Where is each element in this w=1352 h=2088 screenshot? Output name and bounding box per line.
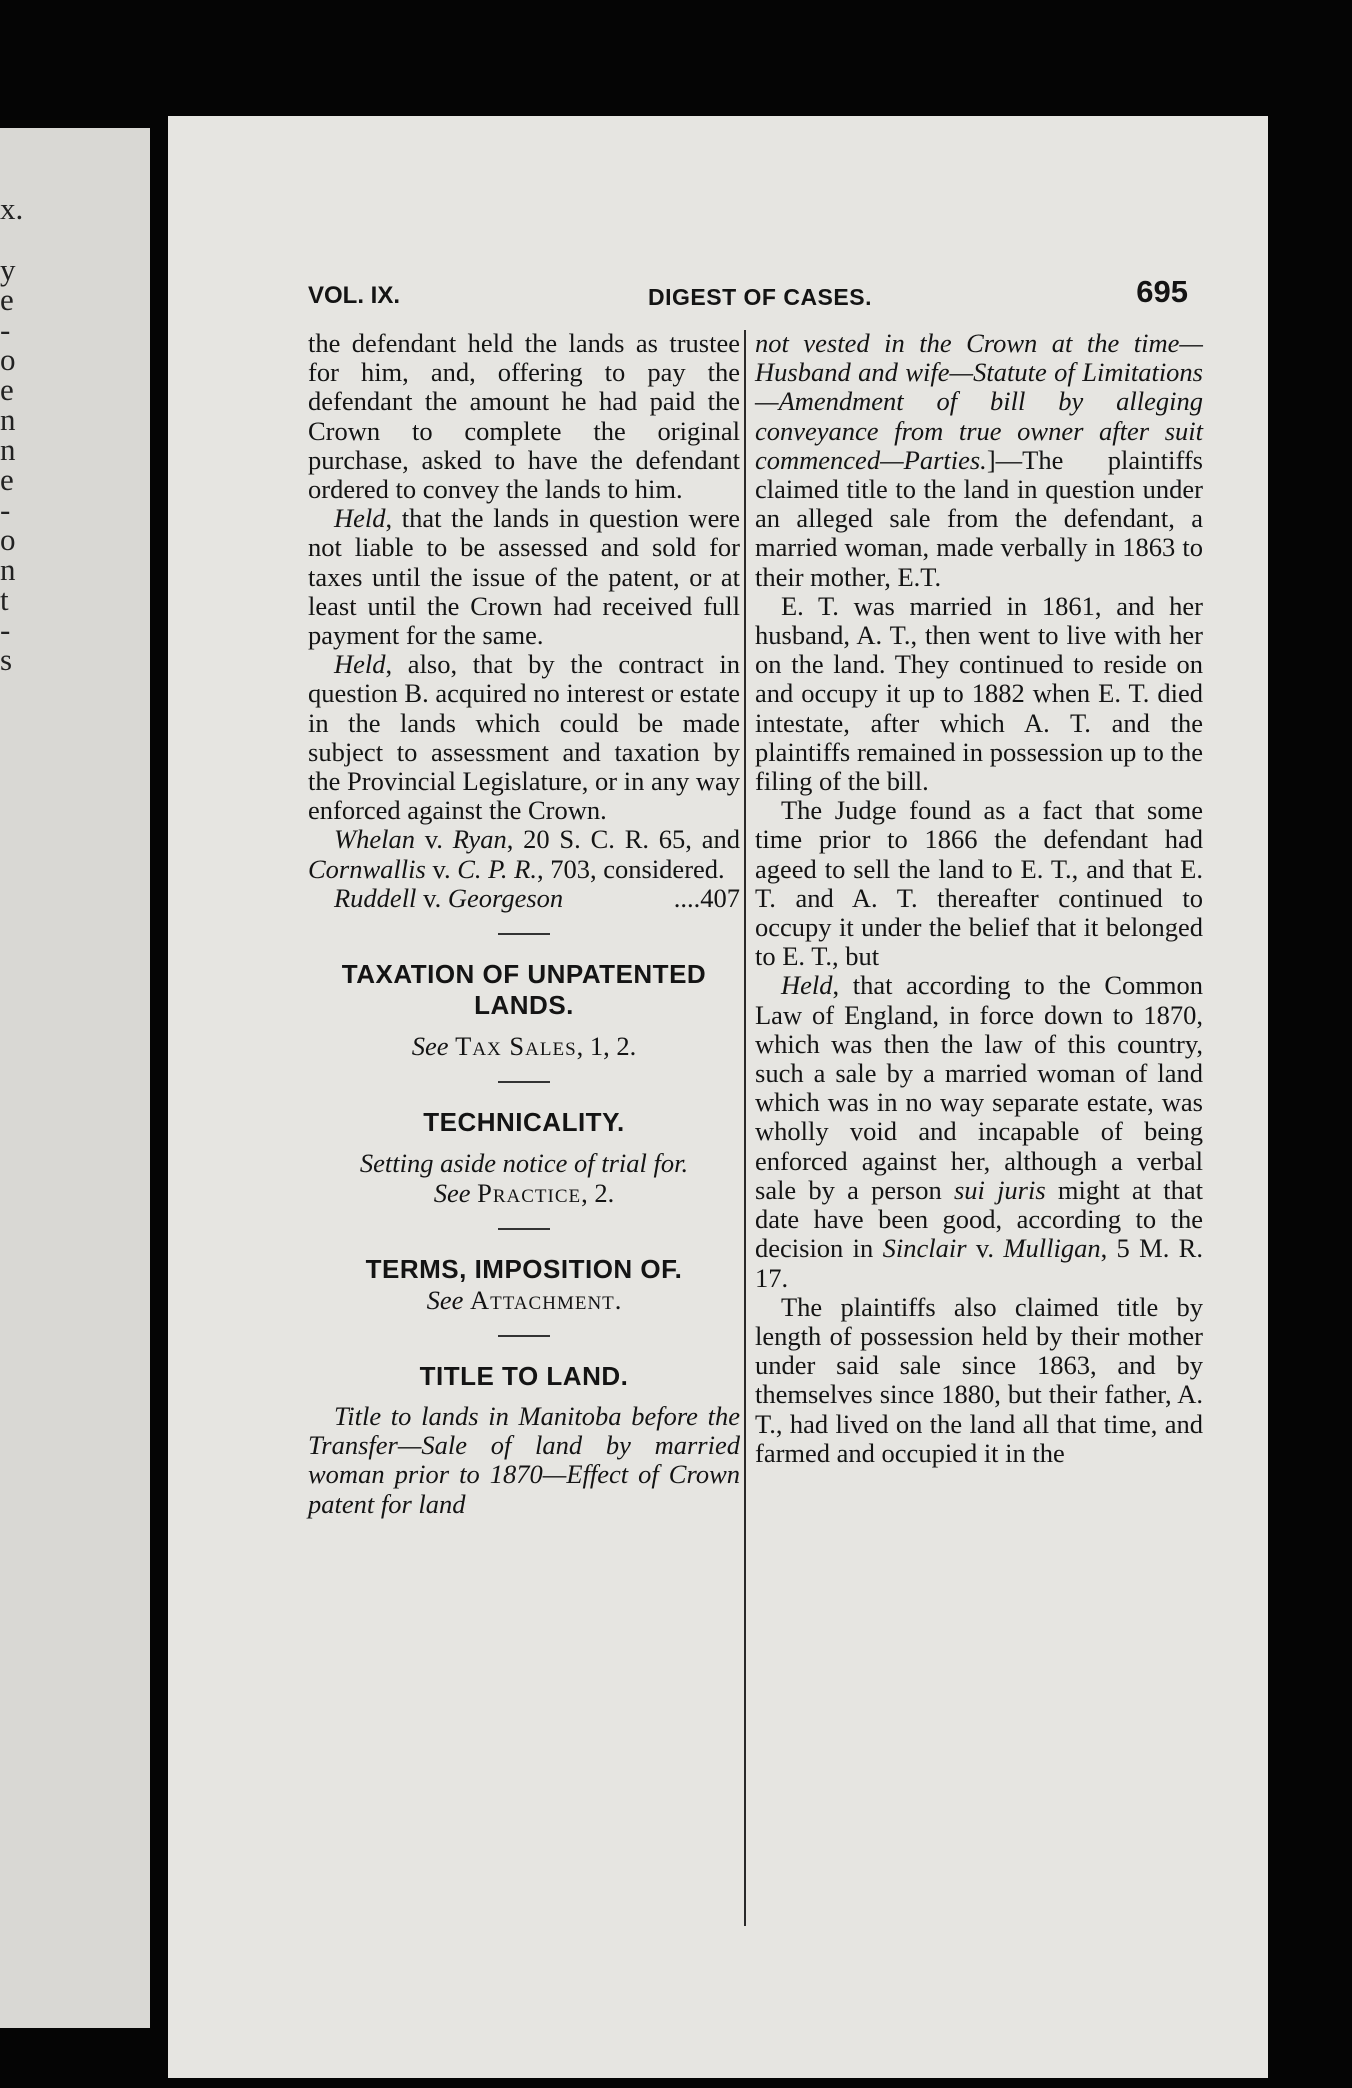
case-text: , 5 M. R. 17. [755,1233,1203,1293]
see-word: See [426,1285,464,1316]
case-name: Ruddell [334,882,417,913]
held-text: , that according to the Common Law of England, in force down to 1870, which was then the law of this country, such a sale by a married woman of land which was in no way separate estate, was wholly void and incapable of being enforced against her, although a verbal sale by a person [755,970,1203,1205]
paragraph-text: ]—The plaintiffs claimed title to the land in question under an alleged sale from the defendant, a married woman, made verbally in 1863 to their mother, E.T. [755,444,1203,592]
held-paragraph [308,650,740,825]
reference-title: Attachment [470,1285,615,1316]
held-text: might at that date have been good, according to the decision in [755,1174,1203,1264]
case-name: Cornwallis [308,853,426,884]
margin-char: o [0,522,16,557]
paragraph: The Judge found as a fact that some time prior to 1866 the defendant had ageed to sell the land to E. T., and that E. T. and A. T. thereafter continued to occupy it under the belief that it belonged to E. T., but [755,795,1203,972]
reference-title: Tax Sales [455,1031,577,1062]
case-name: Mulligan [1003,1233,1101,1264]
section-divider [498,933,550,935]
digest-page [168,116,1268,2078]
case-name: Sinclair [882,1233,967,1264]
citation-paragraph [308,825,740,883]
margin-char: s [0,642,13,677]
held-word: Held [334,649,386,680]
case-text: , 20 S. C. R. 65, and [506,824,740,855]
margin-char: - [0,612,11,647]
section-divider [498,1335,550,1337]
margin-char: n [0,552,16,587]
column-rule [744,330,746,1926]
case-text: v. [425,853,458,884]
margin-char: - [0,492,11,527]
rubric-text: not vested in the Crown at the time—Husband and wife—Statute of Limitations—Amendment of bill by alleging conveyance from true owner after suit commenced—Parties. [755,328,1203,475]
case-name: C. P. R. [457,853,537,884]
held-word: Held [781,970,833,1001]
section-heading: TITLE TO LAND. [419,1361,629,1392]
paragraph: The plaintiffs also claimed title by length of possession held by their mother under said sale since 1863, and by themselves since 1880, but their father, A. T., had lived on the land all that time, and farmed and occupied it in the [755,1291,1203,1468]
paragraph: E. T. was married in 1861, and her husband, A. T., then went to live with her on the land. They continued to reside on and occupy it up to 1882 when E. T. died intestate, after which A. T. and the plaintiffs remained in possession up to the filing of the bill. [755,590,1203,797]
case-name: Georgeson [447,882,564,913]
reference-number: . [614,1285,622,1316]
subject-note: Setting aside notice of trial for. [359,1148,689,1179]
case-text: v. [416,882,448,913]
case-text: v. [414,824,453,855]
held-word: Held [334,503,386,534]
held-paragraph [308,504,740,650]
reference-number: , 2. [581,1178,615,1209]
case-name: Ryan [452,824,507,855]
section-heading: TERMS, IMPOSITION OF. [365,1254,683,1285]
case-title [334,884,563,913]
margin-char: - [0,312,11,347]
reference-page: ....407 [673,882,740,913]
case-reference [308,884,740,913]
section-heading: TAXATION OF UNPATENTED LANDS. [341,959,707,1021]
volume-label: VOL. IX. [308,282,401,309]
held-text: , also, that by the contract in question B. acquired no interest or estate in the lands which could be made subject to assessment and taxation by the Provincial Legislature, or in any way enforced against the Crown. [308,649,740,826]
section-divider [498,1228,550,1230]
margin-char: o [0,342,16,377]
rubric-paragraph [755,329,1203,592]
running-title: DIGEST OF CASES. [648,284,872,310]
adjacent-page-edge [0,128,150,2028]
case-text: v. [966,1233,1004,1264]
case-text: , 703, considered. [537,853,725,884]
cross-reference [308,1285,740,1315]
reference-title: Practice [477,1178,582,1209]
page-header [308,264,1188,324]
margin-char: n [0,402,16,437]
margin-char: e [0,282,14,317]
margin-char: y [0,252,16,287]
right-column [755,329,1203,1468]
reference-number: , 1, 2. [576,1031,637,1062]
section-divider [498,1081,550,1083]
see-word: See [433,1178,471,1209]
title-rubric: Title to lands in Manitoba before the Transfer—Sale of land by married woman prior to 1870—Effect of Crown patent for land [308,1401,740,1519]
left-column [308,329,740,1519]
latin-phrase: sui juris [953,1174,1046,1205]
page-number: 695 [1136,274,1188,309]
cross-reference [308,1178,740,1208]
margin-char: e [0,462,14,497]
held-text: , that the lands in question were not liable to be assessed and sold for taxes until the issue of the patent, or at least until the Crown had received full payment for the same. [308,503,740,651]
cross-reference [308,1031,740,1061]
section-heading: TECHNICALITY. [423,1107,625,1138]
margin-char: e [0,372,14,407]
held-paragraph [755,971,1203,1292]
margin-char: t [0,582,9,617]
see-word: See [411,1031,449,1062]
paragraph: the defendant held the lands as trustee for him, and, offering to pay the defendant the amount he had paid the Crown to complete the original purchase, asked to have the defendant ordered to convey the lands to him. [308,328,740,505]
margin-char: x. [0,191,24,226]
case-name: Whelan [334,824,415,855]
margin-char: n [0,432,16,467]
